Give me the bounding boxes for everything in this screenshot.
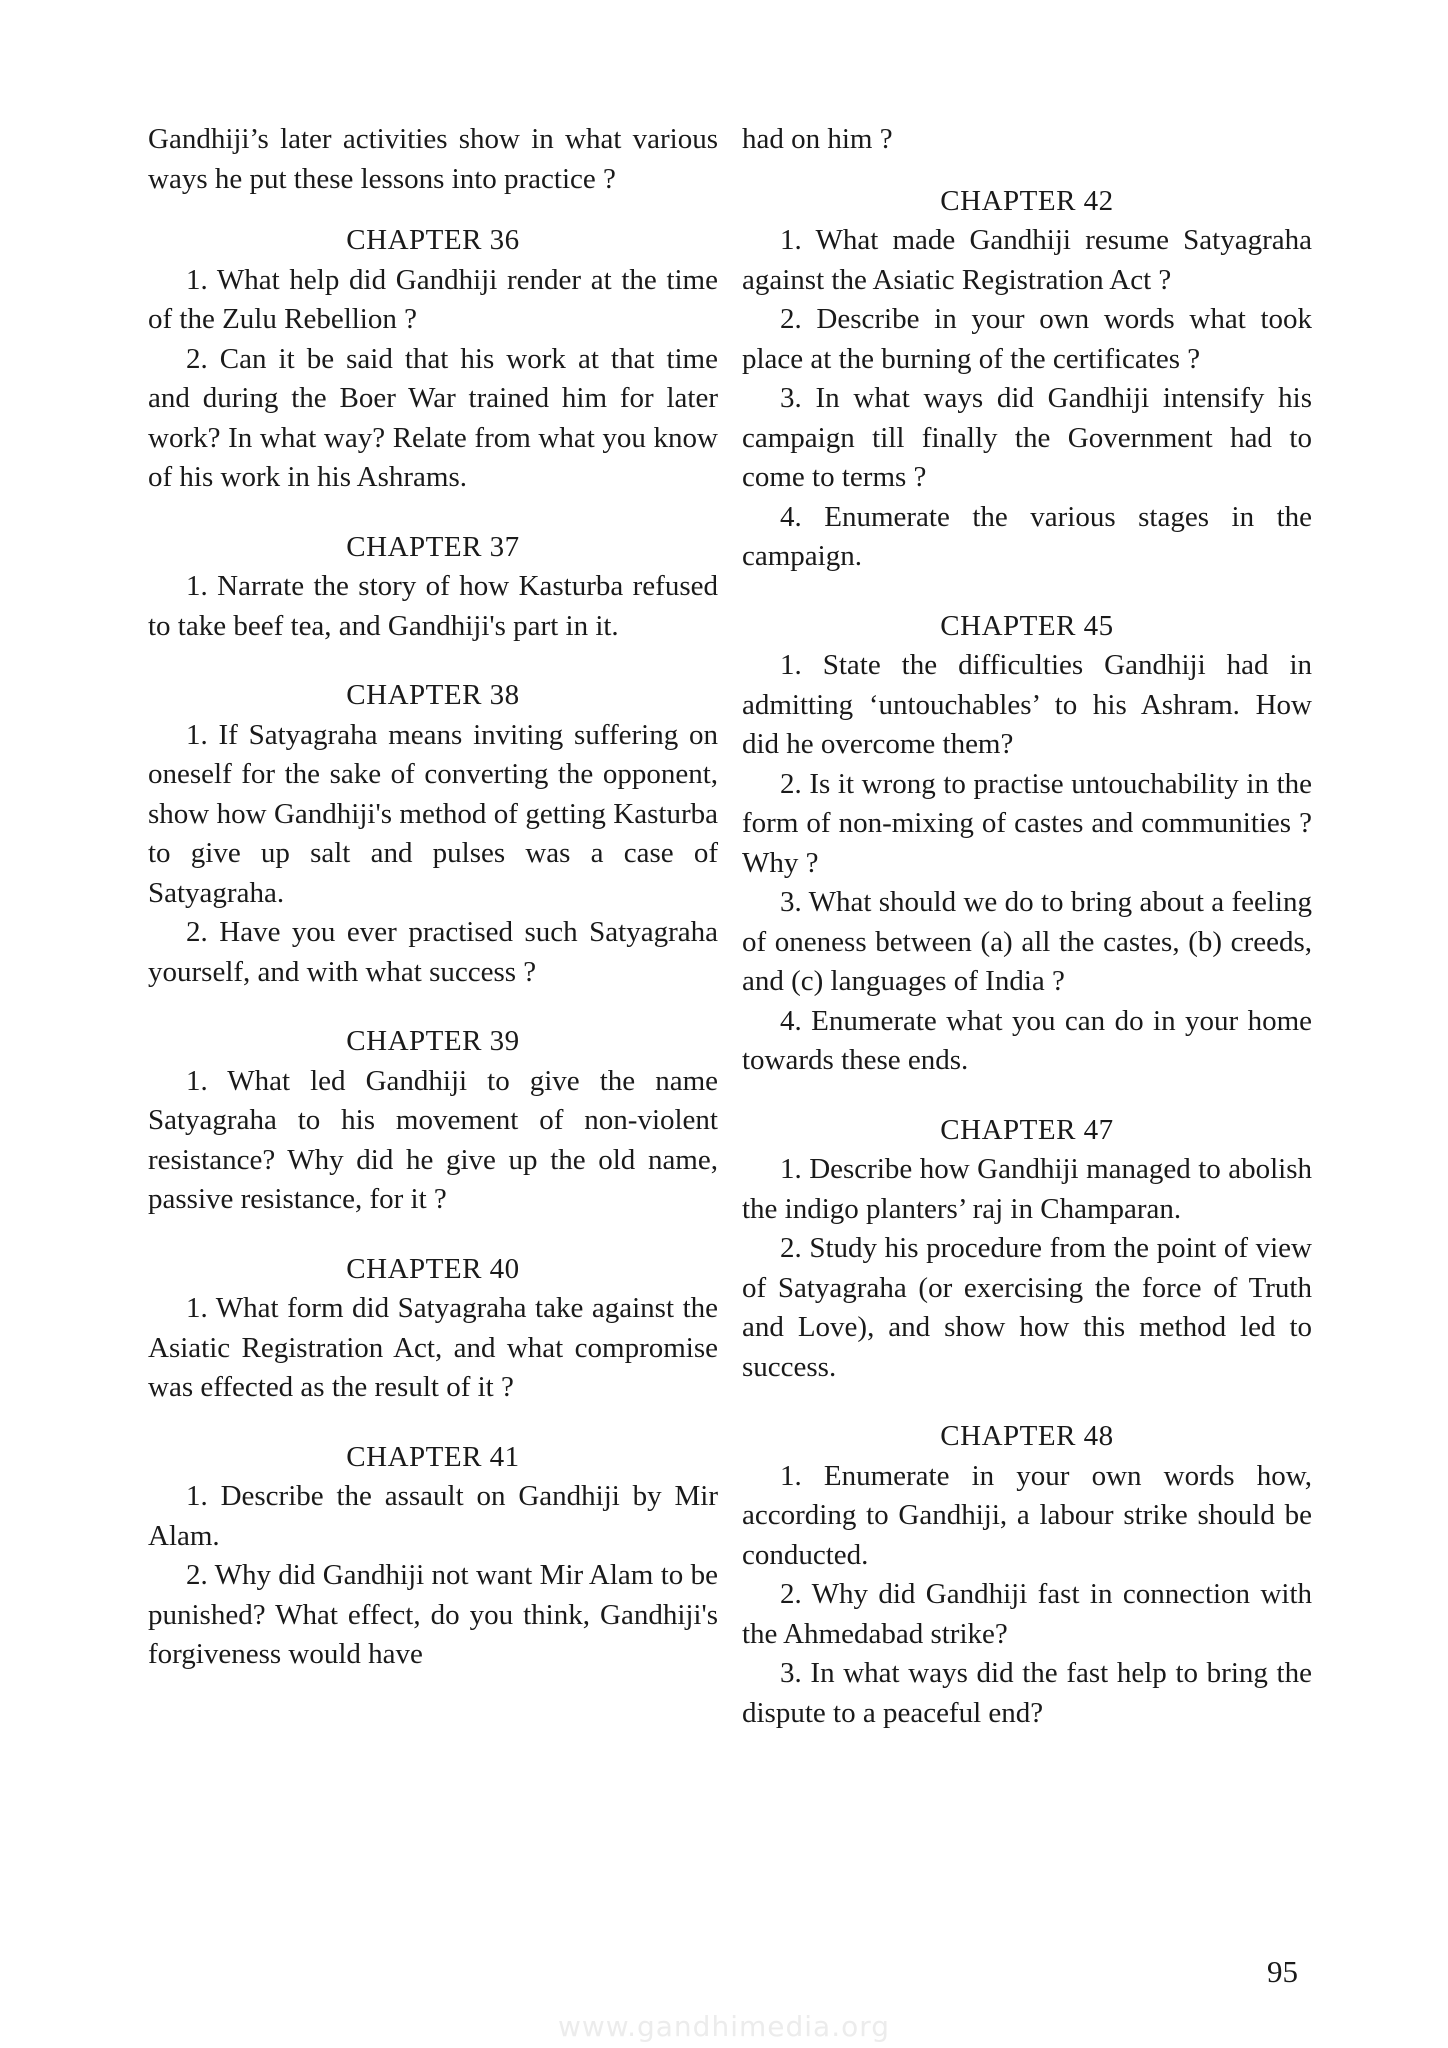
chapter-heading: CHAPTER 40 bbox=[346, 1252, 520, 1285]
chapter-section bbox=[148, 676, 718, 992]
chapter-section bbox=[742, 182, 1312, 577]
question-text: 2. Study his procedure from the point of view of Satyagraha (or exercising the force of Truth and Love), and show how this method led to success. bbox=[742, 1232, 1312, 1383]
chapter-heading: CHAPTER 38 bbox=[346, 679, 520, 711]
chapter-heading: CHAPTER 41 bbox=[346, 1440, 520, 1473]
continuation-text: Gandhiji’s later activities show in what various ways he put these lessons into practice ? bbox=[148, 123, 718, 195]
chapter-section bbox=[742, 1111, 1312, 1388]
chapter-section bbox=[742, 607, 1312, 1081]
question-text: 2. Why did Gandhiji fast in connection with the Ahmedabad strike? bbox=[742, 1578, 1312, 1650]
question-text: 3. What should we do to bring about a feeling of oneness between (a) all the castes, (b) creeds, and (c) languages of India ? bbox=[742, 886, 1312, 997]
right-column bbox=[742, 120, 1312, 1733]
question-text: 1. Describe how Gandhiji managed to abolish the indigo planters’ raj in Champaran. bbox=[742, 1153, 1312, 1225]
continuation-text: had on him ? bbox=[742, 123, 893, 155]
question-text: 3. In what ways did Gandhiji intensify his campaign till finally the Government had to come to terms ? bbox=[742, 382, 1312, 493]
chapter-section bbox=[148, 1250, 718, 1408]
chapter-section bbox=[148, 1022, 718, 1220]
question-text: 1. What made Gandhiji resume Satyagraha against the Asiatic Registration Act ? bbox=[742, 224, 1312, 296]
question-text: 4. Enumerate what you can do in your home towards these ends. bbox=[742, 1004, 1312, 1076]
question-text: 1. State the difficulties Gandhiji had in admitting ‘untouchables’ to his Ashram. How did he overcome them? bbox=[742, 649, 1312, 760]
question-text: 1. Describe the assault on Gandhiji by Mir Alam. bbox=[148, 1480, 718, 1552]
page-number: 95 bbox=[1267, 1954, 1298, 1989]
question-text: 1. What form did Satyagraha take against the Asiatic Registration Act, and what compromise was effected as the result of it ? bbox=[148, 1292, 718, 1403]
chapter-section bbox=[148, 528, 718, 647]
chapter-heading: CHAPTER 37 bbox=[346, 530, 520, 563]
left-column bbox=[148, 120, 718, 1675]
question-text: 2. Describe in your own words what took place at the burning of the certificates ? bbox=[742, 303, 1312, 375]
chapter-section bbox=[742, 1417, 1312, 1733]
chapter-heading: CHAPTER 48 bbox=[940, 1420, 1114, 1452]
chapter-heading: CHAPTER 45 bbox=[940, 609, 1114, 642]
chapter-section bbox=[148, 221, 718, 498]
chapter-heading: CHAPTER 39 bbox=[346, 1025, 520, 1057]
chapter-section bbox=[148, 1438, 718, 1675]
chapter-heading: CHAPTER 42 bbox=[940, 184, 1114, 217]
question-text: 2. Have you ever practised such Satyagraha yourself, and with what success ? bbox=[148, 916, 718, 988]
question-text: 1. What led Gandhiji to give the name Satyagraha to his movement of non-violent resistance? Why did he give up the old name, passive resistance, for it ? bbox=[148, 1064, 718, 1215]
watermark: www.gandhimedia.org bbox=[557, 2010, 891, 2043]
question-text: 1. If Satyagraha means inviting suffering on oneself for the sake of converting the opponent, show how Gandhiji's method of getting Kasturba to give up salt and pulses was a case of Satyagraha. bbox=[148, 718, 718, 909]
question-text: 1. What help did Gandhiji render at the time of the Zulu Rebellion ? bbox=[148, 263, 718, 335]
question-text: 1. Enumerate in your own words how, according to Gandhiji, a labour strike should be conducted. bbox=[742, 1459, 1312, 1571]
question-text: 2. Why did Gandhiji not want Mir Alam to be punished? What effect, do you think, Gandhiji's forgiveness would have bbox=[148, 1559, 718, 1670]
chapter-heading: CHAPTER 47 bbox=[940, 1113, 1114, 1146]
chapter-heading: CHAPTER 36 bbox=[346, 224, 520, 256]
question-text: 2. Can it be said that his work at that time and during the Boer War trained him for later work? In what way? Relate from what you know of his work in his Ashrams. bbox=[148, 342, 718, 493]
question-text: 1. Narrate the story of how Kasturba refused to take beef tea, and Gandhiji's part in it. bbox=[148, 570, 718, 642]
question-text: 4. Enumerate the various stages in the campaign. bbox=[742, 500, 1312, 572]
question-text: 2. Is it wrong to practise untouchability in the form of non-mixing of castes and communities ? Why ? bbox=[742, 767, 1312, 879]
question-text: 3. In what ways did the fast help to bring the dispute to a peaceful end? bbox=[742, 1657, 1312, 1729]
